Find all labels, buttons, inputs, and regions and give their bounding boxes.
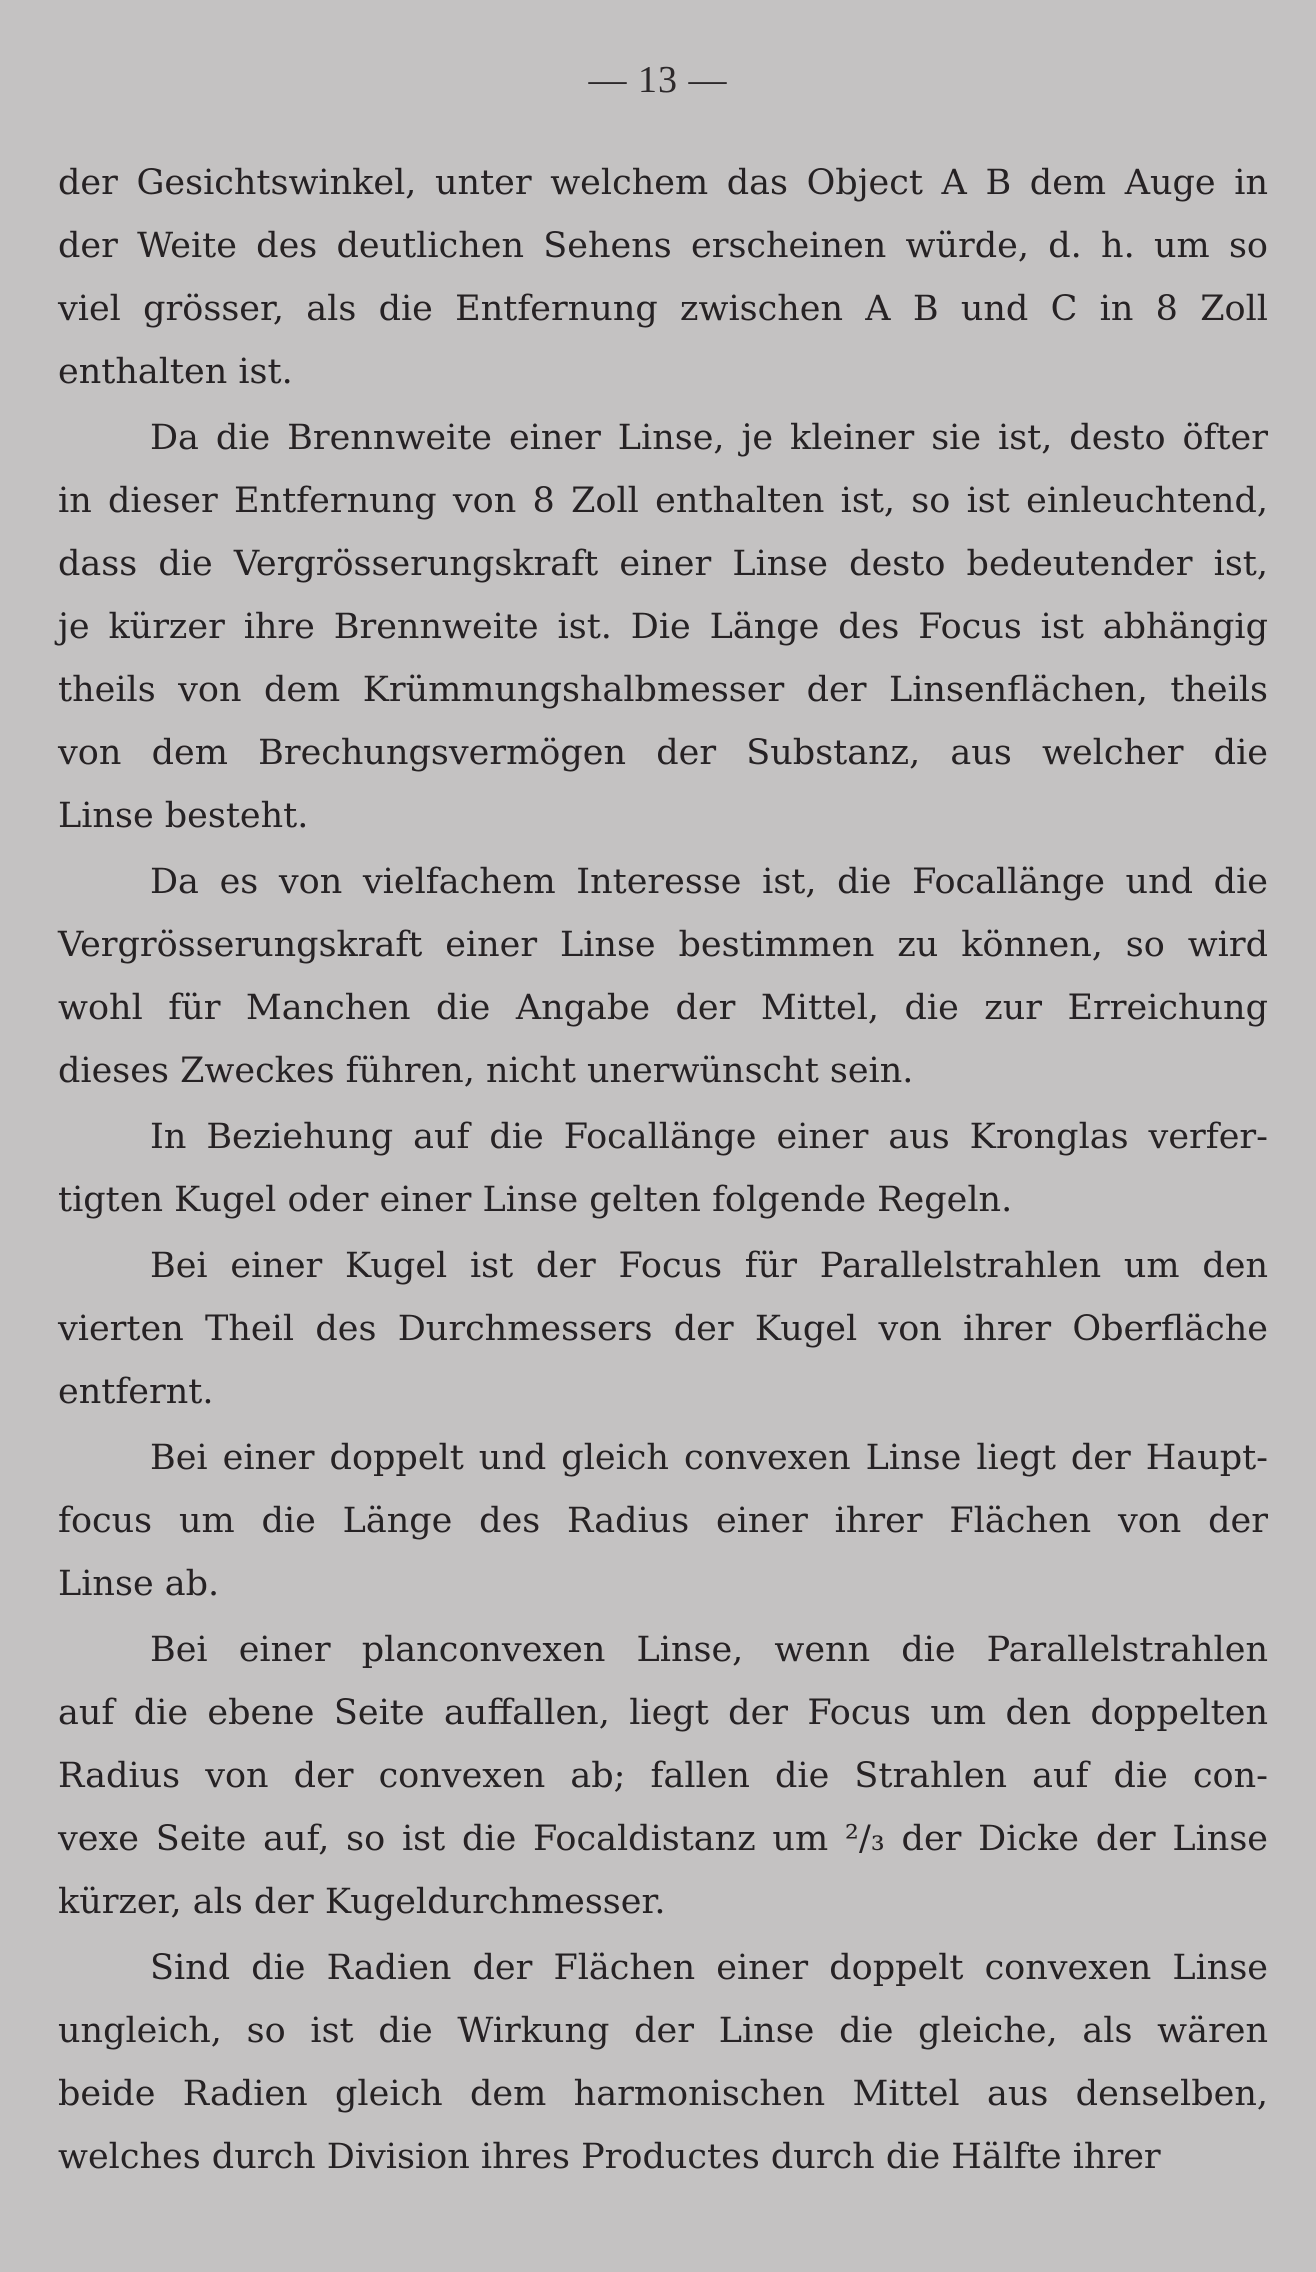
text-line: viel grösser, als die Entfernung zwischen A B und C in 8 Zoll (58, 289, 1268, 329)
text-line: wohl für Manchen die Angabe der Mittel, die zur Erreichung (58, 988, 1268, 1028)
text-line: vexe Seite auf, so ist die Focaldistanz um ²/₃ der Dicke der Linse (58, 1819, 1268, 1859)
text-line: Linse besteht. (58, 796, 309, 836)
text-line: kürzer, als der Kugeldurchmesser. (58, 1882, 666, 1922)
text-line: Linse ab. (58, 1564, 220, 1604)
text-line: ungleich, so ist die Wirkung der Linse die gleiche, als wären (58, 2011, 1268, 2051)
text-line: beide Radien gleich dem harmonischen Mittel aus denselben, (58, 2074, 1268, 2114)
text-line: focus um die Länge des Radius einer ihrer Flächen von der (58, 1501, 1268, 1541)
paragraph (58, 1235, 1268, 1424)
text-line: der Weite des deutlichen Sehens erscheinen würde, d. h. um so (58, 226, 1268, 266)
text-line: Vergrösserungskraft einer Linse bestimmen zu können, so wird (58, 925, 1268, 965)
paragraph (58, 152, 1268, 404)
text-line: auf die ebene Seite auffallen, liegt der Focus um den doppelten (58, 1693, 1268, 1733)
text-line: in dieser Entfernung von 8 Zoll enthalten ist, so ist einleuchtend, (58, 481, 1268, 521)
text-line: Da es von vielfachem Interesse ist, die Focallänge und die (150, 862, 1268, 902)
paragraph (58, 851, 1268, 1103)
text-line: Bei einer Kugel ist der Focus für Parallelstrahlen um den (150, 1246, 1268, 1286)
text-line: tigten Kugel oder einer Linse gelten folgende Regeln. (58, 1180, 1013, 1220)
text-line: welches durch Division ihres Productes durch die Hälfte ihrer (58, 2137, 1161, 2177)
paragraph (58, 407, 1268, 848)
page-number: — 13 — (588, 59, 728, 101)
text-line: dass die Vergrösserungskraft einer Linse desto bedeutender ist, (58, 544, 1268, 584)
text-line: Bei einer planconvexen Linse, wenn die Parallelstrahlen (150, 1630, 1268, 1670)
paragraph (58, 1619, 1268, 1934)
text-line: Da die Brennweite einer Linse, je kleiner sie ist, desto öfter (150, 418, 1268, 458)
text-line: theils von dem Krümmungshalbmesser der Linsenflächen, theils (58, 670, 1268, 710)
paragraph (58, 1427, 1268, 1616)
text-line: entfernt. (58, 1372, 214, 1412)
paragraph (58, 1937, 1268, 2189)
text-line: je kürzer ihre Brennweite ist. Die Länge des Focus ist abhängig (58, 607, 1268, 647)
text-line: Radius von der convexen ab; fallen die Strahlen auf die con- (58, 1756, 1268, 1796)
paragraph (58, 1106, 1268, 1232)
text-line: der Gesichtswinkel, unter welchem das Object A B dem Auge in (58, 163, 1268, 203)
text-line: dieses Zweckes führen, nicht unerwünscht sein. (58, 1051, 914, 1091)
text-line: enthalten ist. (58, 352, 293, 392)
text-line: vierten Theil des Durchmessers der Kugel von ihrer Oberfläche (58, 1309, 1268, 1349)
text-line: von dem Brechungsvermögen der Substanz, aus welcher die (58, 733, 1268, 773)
text-line: In Beziehung auf die Focallänge einer aus Kronglas verfer- (150, 1117, 1268, 1157)
text-line: Sind die Radien der Flächen einer doppelt convexen Linse (150, 1948, 1268, 1988)
body-text (58, 152, 1268, 2189)
text-line: Bei einer doppelt und gleich convexen Linse liegt der Haupt- (150, 1438, 1268, 1478)
